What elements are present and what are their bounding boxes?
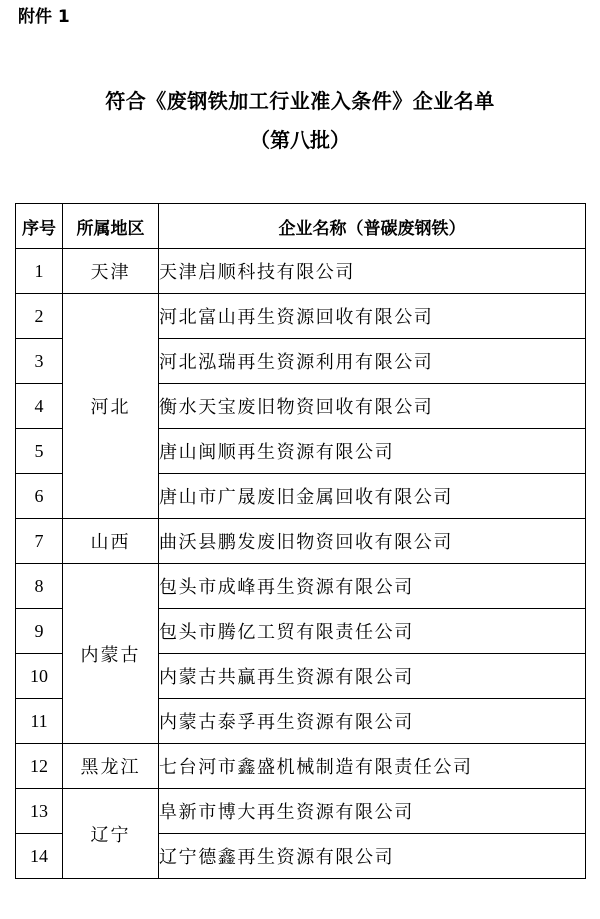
document-subtitle: （第八批） — [250, 128, 350, 152]
row-seq: 4 — [16, 384, 63, 429]
row-seq: 1 — [16, 249, 63, 294]
region-cell: 辽宁 — [63, 789, 159, 879]
document-title: 符合《废钢铁加工行业准入条件》企业名单 — [105, 89, 495, 113]
row-seq: 13 — [16, 789, 63, 834]
row-seq: 5 — [16, 429, 63, 474]
company-name: 衡水天宝废旧物资回收有限公司 — [159, 384, 586, 429]
company-name: 辽宁德鑫再生资源有限公司 — [159, 834, 586, 879]
company-name: 七台河市鑫盛机械制造有限责任公司 — [159, 744, 586, 789]
company-name: 天津启顺科技有限公司 — [159, 249, 586, 294]
company-name: 河北富山再生资源回收有限公司 — [159, 294, 586, 339]
table-row — [16, 519, 586, 564]
table-header-row — [16, 204, 586, 249]
company-name: 阜新市博大再生资源有限公司 — [159, 789, 586, 834]
company-name: 河北泓瑞再生资源利用有限公司 — [159, 339, 586, 384]
company-name: 唐山市广晟废旧金属回收有限公司 — [159, 474, 586, 519]
attachment-label: 附件 1 — [18, 7, 70, 27]
row-seq: 8 — [16, 564, 63, 609]
region-cell: 内蒙古 — [63, 564, 159, 744]
row-seq: 11 — [16, 699, 63, 744]
company-name: 内蒙古泰孚再生资源有限公司 — [159, 699, 586, 744]
row-seq: 6 — [16, 474, 63, 519]
company-name: 内蒙古共赢再生资源有限公司 — [159, 654, 586, 699]
company-name: 包头市腾亿工贸有限责任公司 — [159, 609, 586, 654]
region-cell: 天津 — [63, 249, 159, 294]
row-seq: 7 — [16, 519, 63, 564]
row-seq: 2 — [16, 294, 63, 339]
table-row — [16, 744, 586, 789]
enterprise-list-table — [15, 203, 586, 879]
header-region: 所属地区 — [63, 204, 159, 249]
company-name: 曲沃县鹏发废旧物资回收有限公司 — [159, 519, 586, 564]
table-row — [16, 249, 586, 294]
table-body — [16, 249, 586, 879]
row-seq: 10 — [16, 654, 63, 699]
row-seq: 12 — [16, 744, 63, 789]
row-seq: 9 — [16, 609, 63, 654]
table-row — [16, 789, 586, 834]
row-seq: 3 — [16, 339, 63, 384]
row-seq: 14 — [16, 834, 63, 879]
region-cell: 黑龙江 — [63, 744, 159, 789]
company-name: 包头市成峰再生资源有限公司 — [159, 564, 586, 609]
region-cell: 河北 — [63, 294, 159, 519]
table-row — [16, 564, 586, 609]
header-seq: 序号 — [16, 204, 63, 249]
header-company: 企业名称（普碳废钢铁） — [159, 204, 586, 249]
region-cell: 山西 — [63, 519, 159, 564]
table-row — [16, 294, 586, 339]
company-name: 唐山闽顺再生资源有限公司 — [159, 429, 586, 474]
